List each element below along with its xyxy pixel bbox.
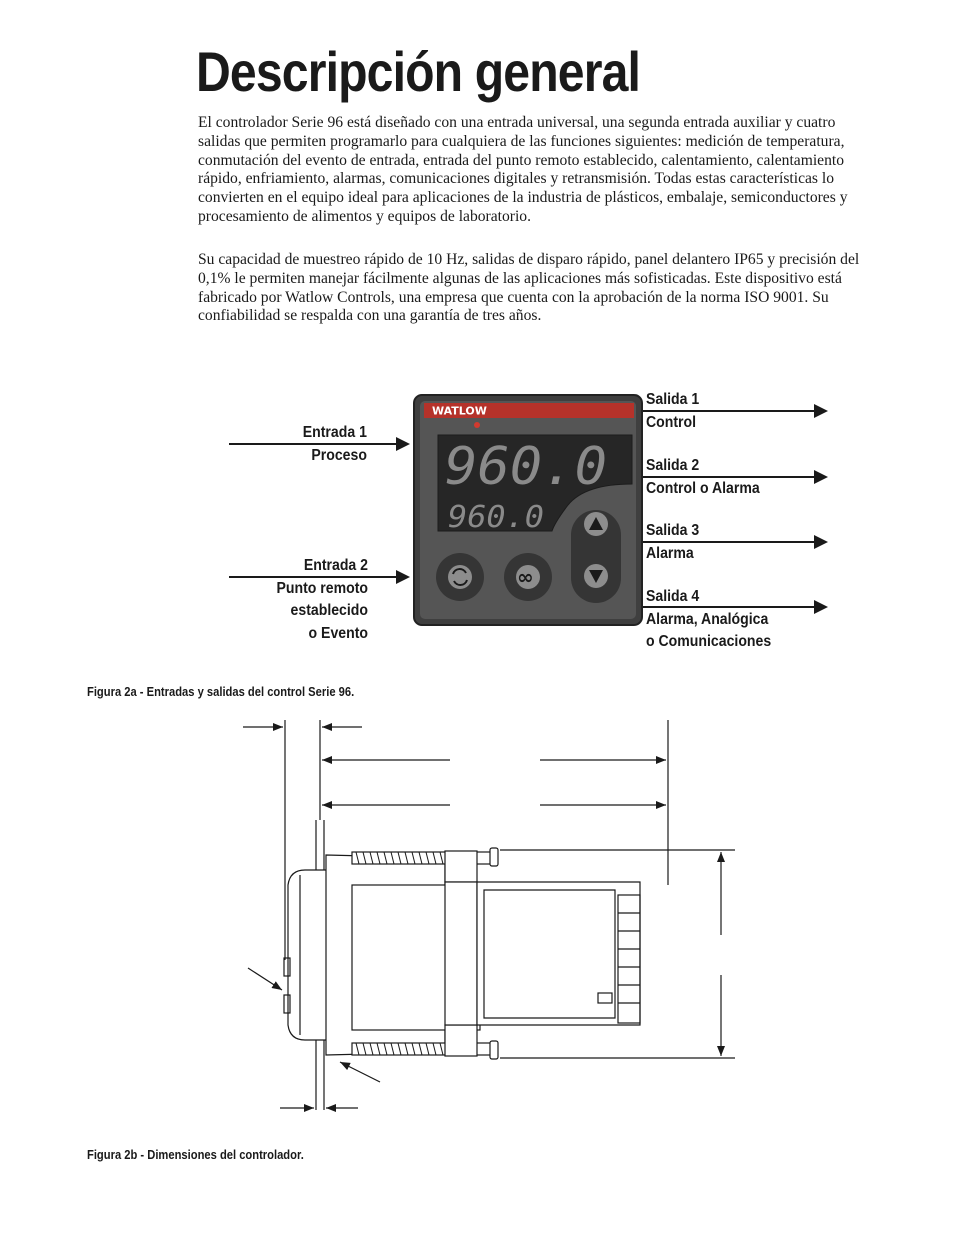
input-2-label: Entrada 2 Punto remoto establecido o Evento: [276, 557, 368, 642]
output-3-label: Salida 3 Alarma: [646, 522, 700, 562]
input-1-label: Entrada 1 Proceso: [302, 424, 367, 464]
intro-paragraph: El controlador Serie 96 está diseñado con una entrada universal, una segunda entrada auxiliar y cuatro salidas que permiten programarlo para cualquiera de las funciones siguientes: medición de temperatura, conmutación del evento de entrada, entrada del punto remoto establecido, calentamiento, calentamiento rápido, enfriamiento, alarmas, comunicaciones digitales y retransmisión. Todas estas características lo convierten en el equipo ideal para aplicaciones de la industria de plásticos, embalaje, semiconductores y procesamiento de alimentos y equipos de laboratorio.: [198, 114, 848, 225]
figure-2a-caption: Figura 2a - Entradas y salidas del control Serie 96.: [87, 684, 355, 699]
figure-2b-caption: Figura 2b - Dimensiones del controlador.: [87, 1147, 304, 1162]
brand-logo: WATLOW: [432, 404, 487, 418]
output-4-label: Salida 4 Alarma, Analógica o Comunicaciones: [646, 588, 772, 650]
page-title: Descripción general: [196, 40, 641, 103]
display-lower: 960.0: [448, 500, 544, 535]
capabilities-paragraph: Su capacidad de muestreo rápido de 10 Hz, salidas de disparo rápido, panel delantero IP65 y precisión del 0,1% le permiten manejar fácilmente algunas de las aplicaciones más sofisticadas. Este dispositivo está fabricado por Watlow Controls, una empresa que cuenta con la aprobación de la norma ISO 9001. Su confiabilidad se respalda con una garantía de tres años.: [198, 251, 860, 325]
output-2-label: Salida 2 Control o Alarma: [646, 457, 760, 497]
output-1-label: Salida 1 Control: [646, 391, 700, 431]
infinity-icon: ∞: [517, 565, 534, 589]
display-upper: 960.0: [445, 437, 607, 497]
